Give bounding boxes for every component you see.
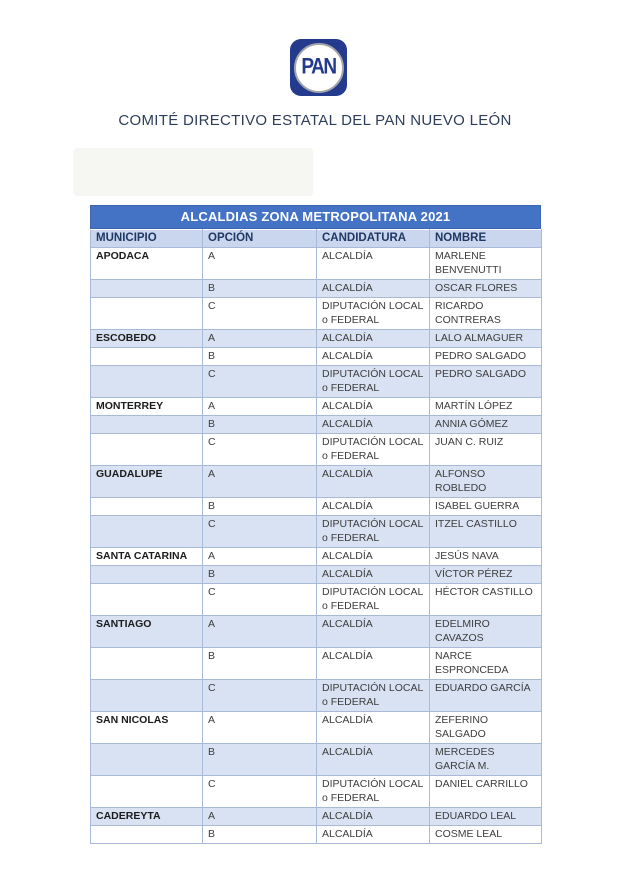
nombre-cell: ALFONSO ROBLEDO [430, 466, 542, 498]
table-row [91, 366, 542, 398]
opcion-cell: A [203, 398, 317, 416]
nombre-cell: PEDRO SALGADO [430, 366, 542, 398]
nombre-cell: EDUARDO LEAL [430, 808, 542, 826]
municipio-cell [91, 584, 203, 616]
data-table [90, 229, 542, 844]
table-row [91, 566, 542, 584]
municipio-cell [91, 744, 203, 776]
pan-logo-circle [294, 43, 344, 93]
nombre-cell: COSME LEAL [430, 826, 542, 844]
table-row [91, 280, 542, 298]
table-row [91, 398, 542, 416]
opcion-cell: A [203, 808, 317, 826]
opcion-cell: C [203, 516, 317, 548]
nombre-cell: EDUARDO GARCÍA [430, 680, 542, 712]
candidatura-cell: ALCALDÍA [317, 616, 430, 648]
pan-logo-text: PAN [301, 54, 336, 79]
candidatura-cell: ALCALDÍA [317, 466, 430, 498]
nombre-cell: HÉCTOR CASTILLO [430, 584, 542, 616]
nombre-cell: MARLENE BENVENUTTI [430, 248, 542, 280]
table-title: ALCALDIAS ZONA METROPOLITANA 2021 [90, 205, 541, 229]
table-row [91, 330, 542, 348]
candidatura-cell: DIPUTACIÓN LOCAL o FEDERAL [317, 298, 430, 330]
opcion-cell: A [203, 466, 317, 498]
scan-smudge [73, 148, 313, 196]
nombre-cell: MARTÍN LÓPEZ [430, 398, 542, 416]
candidatura-cell: ALCALDÍA [317, 548, 430, 566]
candidatura-cell: ALCALDÍA [317, 348, 430, 366]
candidatura-cell: ALCALDÍA [317, 648, 430, 680]
opcion-cell: B [203, 826, 317, 844]
candidatura-cell: ALCALDÍA [317, 566, 430, 584]
column-header-nombre: NOMBRE [430, 230, 542, 248]
table-row [91, 348, 542, 366]
municipio-cell [91, 280, 203, 298]
table-row [91, 248, 542, 280]
opcion-cell: B [203, 348, 317, 366]
candidatura-cell: ALCALDÍA [317, 398, 430, 416]
nombre-cell: ISABEL GUERRA [430, 498, 542, 516]
table-row [91, 584, 542, 616]
table-row [91, 498, 542, 516]
table-row [91, 616, 542, 648]
opcion-cell: C [203, 584, 317, 616]
nombre-cell: ANNIA GÓMEZ [430, 416, 542, 434]
column-header-candidatura: CANDIDATURA [317, 230, 430, 248]
table-row [91, 680, 542, 712]
nombre-cell: ITZEL CASTILLO [430, 516, 542, 548]
nombre-cell: DANIEL CARRILLO [430, 776, 542, 808]
municipio-cell: SANTIAGO [91, 616, 203, 648]
candidatura-cell: DIPUTACIÓN LOCAL o FEDERAL [317, 776, 430, 808]
opcion-cell: C [203, 298, 317, 330]
municipio-cell: CADEREYTA [91, 808, 203, 826]
municipio-cell [91, 498, 203, 516]
opcion-cell: A [203, 712, 317, 744]
opcion-cell: B [203, 648, 317, 680]
municipio-cell [91, 348, 203, 366]
nombre-cell: LALO ALMAGUER [430, 330, 542, 348]
table-row [91, 516, 542, 548]
municipio-cell: SAN NICOLAS [91, 712, 203, 744]
table-row [91, 548, 542, 566]
candidatura-cell: DIPUTACIÓN LOCAL o FEDERAL [317, 584, 430, 616]
table-row [91, 466, 542, 498]
candidatura-cell: ALCALDÍA [317, 808, 430, 826]
table-row [91, 808, 542, 826]
nombre-cell: MERCEDES GARCÍA M. [430, 744, 542, 776]
page-title: COMITÉ DIRECTIVO ESTATAL DEL PAN NUEVO LEÓN [118, 112, 512, 129]
opcion-cell: C [203, 434, 317, 466]
nombre-cell: ZEFERINO SALGADO [430, 712, 542, 744]
table-row [91, 648, 542, 680]
municipio-cell: SANTA CATARINA [91, 548, 203, 566]
candidatura-cell: ALCALDÍA [317, 744, 430, 776]
nombre-cell: VÍCTOR PÉREZ [430, 566, 542, 584]
opcion-cell: B [203, 498, 317, 516]
municipio-cell [91, 826, 203, 844]
table-row [91, 826, 542, 844]
opcion-cell: B [203, 566, 317, 584]
candidatura-cell: ALCALDÍA [317, 826, 430, 844]
nombre-cell: PEDRO SALGADO [430, 348, 542, 366]
opcion-cell: B [203, 280, 317, 298]
opcion-cell: C [203, 680, 317, 712]
candidatura-cell: ALCALDÍA [317, 498, 430, 516]
opcion-cell: A [203, 330, 317, 348]
opcion-cell: A [203, 248, 317, 280]
opcion-cell: A [203, 548, 317, 566]
municipio-cell [91, 680, 203, 712]
municipio-cell [91, 366, 203, 398]
nombre-cell: NARCE ESPRONCEDA [430, 648, 542, 680]
table-row [91, 416, 542, 434]
candidatura-cell: DIPUTACIÓN LOCAL o FEDERAL [317, 680, 430, 712]
municipio-cell [91, 298, 203, 330]
municipio-cell [91, 416, 203, 434]
column-header-opcion: OPCIÓN [203, 230, 317, 248]
municipio-cell: GUADALUPE [91, 466, 203, 498]
candidatura-cell: ALCALDÍA [317, 712, 430, 744]
candidatura-cell: ALCALDÍA [317, 248, 430, 280]
nombre-cell: RICARDO CONTRERAS [430, 298, 542, 330]
table-row [91, 744, 542, 776]
table-row [91, 298, 542, 330]
table-row [91, 434, 542, 466]
nombre-cell: JESÚS NAVA [430, 548, 542, 566]
candidatura-cell: DIPUTACIÓN LOCAL o FEDERAL [317, 434, 430, 466]
column-header-municipio: MUNICIPIO [91, 230, 203, 248]
nombre-cell: OSCAR FLORES [430, 280, 542, 298]
opcion-cell: C [203, 366, 317, 398]
municipio-cell: ESCOBEDO [91, 330, 203, 348]
opcion-cell: B [203, 744, 317, 776]
municipio-cell: APODACA [91, 248, 203, 280]
candidatura-cell: DIPUTACIÓN LOCAL o FEDERAL [317, 366, 430, 398]
nombre-cell: EDELMIRO CAVAZOS [430, 616, 542, 648]
table-row [91, 776, 542, 808]
candidatura-cell: ALCALDÍA [317, 416, 430, 434]
alcaldias-table [90, 205, 541, 844]
opcion-cell: A [203, 616, 317, 648]
candidatura-cell: DIPUTACIÓN LOCAL o FEDERAL [317, 516, 430, 548]
candidatura-cell: ALCALDÍA [317, 330, 430, 348]
opcion-cell: B [203, 416, 317, 434]
municipio-cell [91, 776, 203, 808]
table-header-row [91, 230, 542, 248]
candidatura-cell: ALCALDÍA [317, 280, 430, 298]
municipio-cell [91, 516, 203, 548]
opcion-cell: C [203, 776, 317, 808]
nombre-cell: JUAN C. RUIZ [430, 434, 542, 466]
municipio-cell: MONTERREY [91, 398, 203, 416]
municipio-cell [91, 566, 203, 584]
table-row [91, 712, 542, 744]
municipio-cell [91, 434, 203, 466]
pan-logo [290, 39, 347, 96]
municipio-cell [91, 648, 203, 680]
